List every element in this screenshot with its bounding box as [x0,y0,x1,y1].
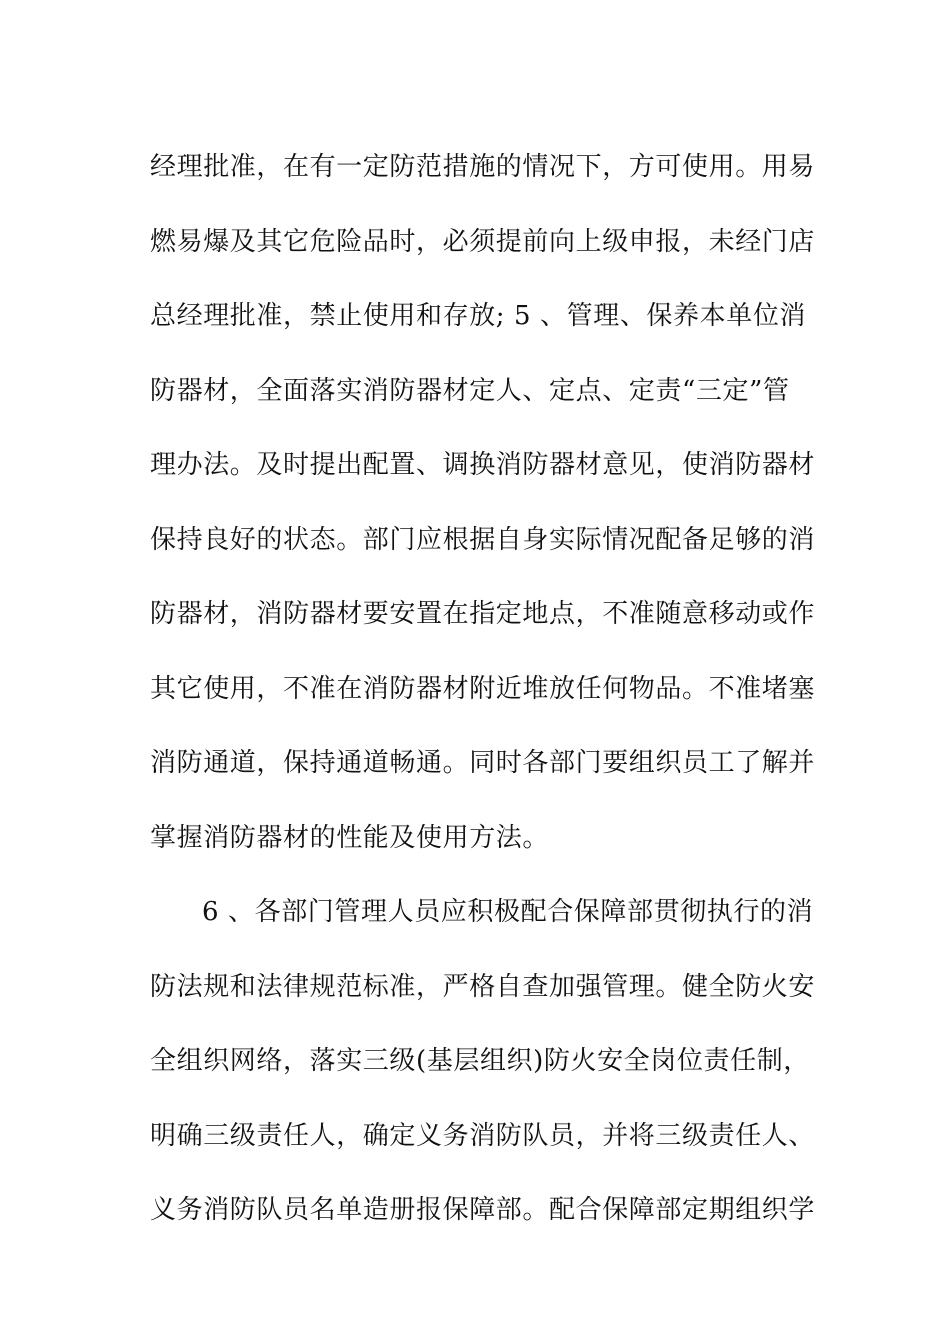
text-line: 明确三级责任人，确定义务消防队员，并将三级责任人、 [150,1120,816,1151]
text-line: 其它使用，不准在消防器材附近堆放任何物品。不准堵塞 [150,673,816,704]
body-text [150,130,816,1248]
text-line: 经理批准，在有一定防范措施的情况下，方可使用。用易 [150,152,816,182]
text-line: 防法规和法律规范标准，严格自查加强管理。健全防火安 [150,971,816,1002]
text-line: 义务消防队员名单造册报保障部。配合保障部定期组织学 [150,1195,816,1225]
text-line: 全组织网络，落实三级(基层组织)防火安全岗位责任制， [150,1046,810,1076]
text-line: 掌握消防器材的性能及使用方法。 [150,822,550,853]
text-line: 消防通道，保持通道畅通。同时各部门要组织员工了解并 [150,748,816,778]
text-line: 防器材，全面落实消防器材定人、定点、定责“三定”管 [150,375,790,406]
text-line: 燃易爆及其它危险品时，必须提前向上级申报，未经门店 [150,226,816,257]
text-line: 防器材，消防器材要安置在指定地点，不准随意移动或作 [150,599,816,629]
text-line: 理办法。及时提出配置、调换消防器材意见，使消防器材 [150,450,816,480]
text-line: 保持良好的状态。部门应根据自身实际情况配备足够的消 [150,524,816,555]
text-line: 总经理批准，禁止使用和存放; 5 、管理、保养本单位消 [150,301,807,331]
paragraph-start-line: 6 、各部门管理人员应积极配合保障部贯彻执行的消 [202,897,814,927]
